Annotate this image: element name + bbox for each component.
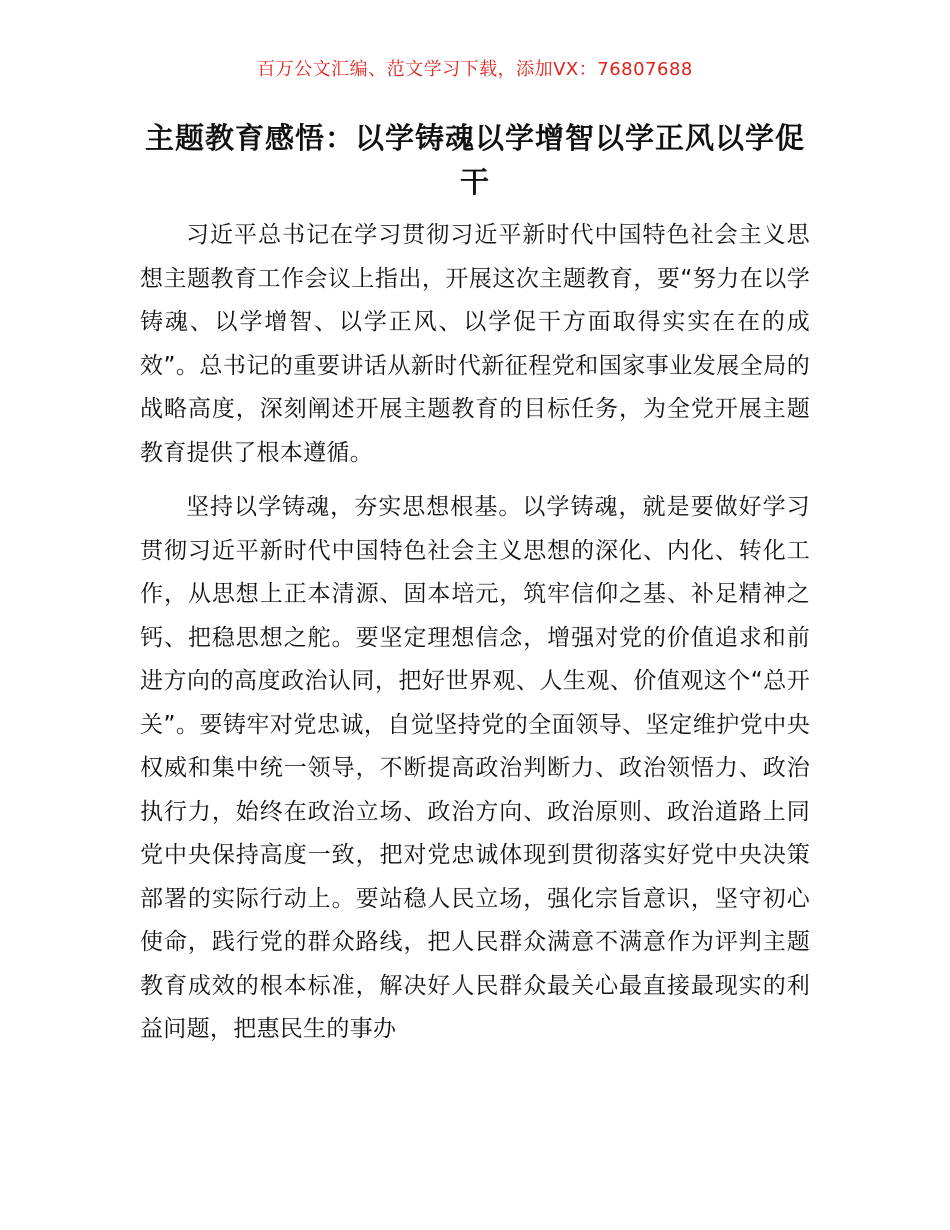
paragraph-intro: 习近平总书记在学习贯彻习近平新时代中国特色社会主义思想主题教育工作会议上指出，开展这次主题教育，要“努力在以学铸魂、以学增智、以学正风、以学促干方面取得实实在在的成效”。总书记的重要讲话从新时代新征程党和国家事业发展全局的战略高度，深刻阐述开展主题教育的目标任务，为全党开展主题教育提供了根本遵循。: [140, 222, 810, 466]
paragraph-soul-casting: 坚持以学铸魂，夯实思想根基。以学铸魂，就是要做好学习贯彻习近平新时代中国特色社会主义思想的深化、内化、转化工作，从思想上正本清源、固本培元，筑牢信仰之基、补足精神之钙、把稳思想之舵。要坚定理想信念，增强对党的价值追求和前进方向的高度政治认同，把好世界观、人生观、价值观这个“总开关”。要铸牢对党忠诚，自觉坚持党的全面领导、坚定维护党中央权威和集中统一领导，不断提高政治判断力、政治领悟力、政治执行力，始终在政治立场、政治方向、政治原则、政治道路上同党中央保持高度一致，把对党忠诚体现到贯彻落实好党中央决策部署的实际行动上。要站稳人民立场，强化宗旨意识，坚守初心使命，践行党的群众路线，把人民群众满意不满意作为评判主题教育成效的根本标准，解决好人民群众最关心最直接最现实的利益问题，把惠民生的事办: [140, 494, 810, 1042]
watermark-header-text: 百万公文汇编、范文学习下载，添加VX：76807688: [257, 59, 693, 80]
document-body: [140, 214, 810, 1052]
document-title: 主题教育感悟：以学铸魂以学增智以学正风以学促干: [144, 121, 805, 199]
